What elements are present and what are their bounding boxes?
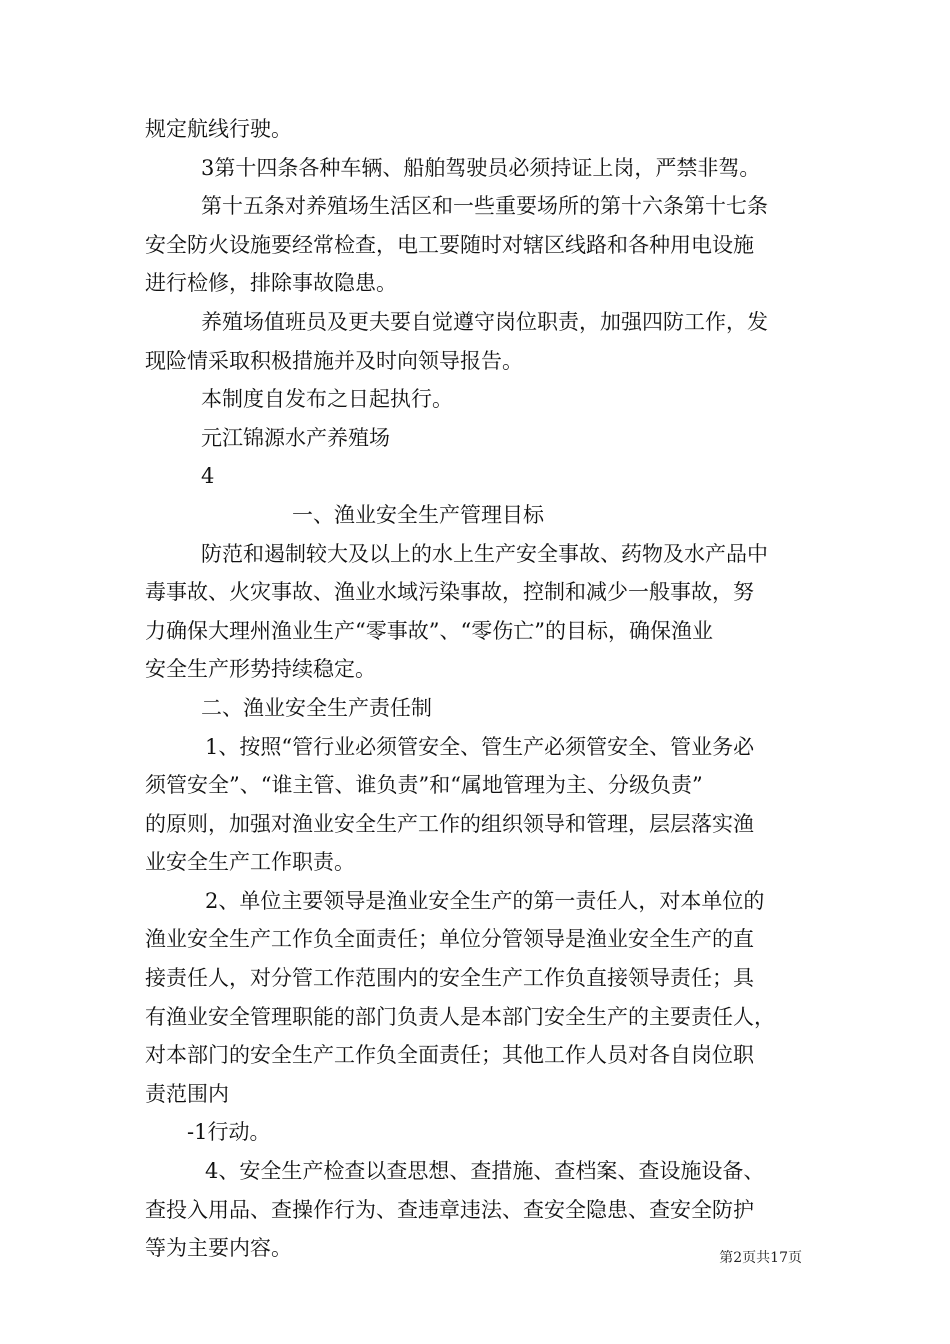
text-line: 毒事故、火灾事故、渔业水域污染事故，控制和减少一般事故，努 (145, 580, 754, 605)
text-line: 本制度自发布之日起执行。 (201, 387, 453, 412)
text-line: 元江锦源水产养殖场 (201, 425, 390, 450)
text-line: 第十五条对养殖场生活区和一些重要场所的第十六条第十七条 (201, 194, 768, 219)
text-line: 养殖场值班员及更夫要自觉遵守岗位职责，加强四防工作，发 (201, 309, 768, 334)
text-line: 3第十四条各种车辆、船舶驾驶员必须持证上岗，严禁非驾。 (201, 155, 761, 180)
text-line: 现险情采取积极措施并及时向领导报告。 (145, 348, 523, 373)
text-line: -1行动。 (187, 1120, 271, 1145)
text-line: 规定航线行驶。 (145, 117, 292, 141)
text-line: 有渔业安全管理职能的部门负责人是本部门安全生产的主要责任人， (145, 1004, 775, 1029)
section-heading: 二、渔业安全生产责任制 (201, 695, 432, 720)
text-line: 4、安全生产检查以查思想、查措施、查档案、查设施设备、 (205, 1159, 765, 1184)
text-line: 进行检修，排除事故隐患。 (145, 271, 397, 296)
text-line: 责范围内 (145, 1081, 229, 1106)
text-line: 的原则，加强对渔业安全生产工作的组织领导和管理，层层落实渔 (145, 811, 754, 836)
text-line: 须管安全”、“谁主管、谁负责”和“属地管理为主、分级负责” (145, 773, 703, 798)
text-line: 力确保大理州渔业生产“零事故”、“零伤亡”的目标，确保渔业 (145, 618, 713, 643)
section-heading: 一、渔业安全生产管理目标 (292, 502, 544, 527)
text-line: 渔业安全生产工作负全面责任；单位分管领导是渔业安全生产的直 (145, 927, 754, 952)
text-line: 4 (201, 464, 215, 489)
text-line: 防范和遏制较大及以上的水上生产安全事故、药物及水产品中 (201, 541, 768, 566)
text-line: 2、单位主要领导是渔业安全生产的第一责任人，对本单位的 (205, 888, 765, 913)
text-line: 安全防火设施要经常检查，电工要随时对辖区线路和各种用电设施 (145, 232, 754, 257)
text-line: 业安全生产工作职责。 (145, 850, 355, 875)
text-line: 对本部门的安全生产工作负全面责任；其他工作人员对各自岗位职 (145, 1043, 754, 1068)
text-line: 安全生产形势持续稳定。 (145, 657, 376, 682)
document-body (145, 110, 825, 1268)
text-line: 查投入用品、查操作行为、查违章违法、查安全隐患、查安全防护 (145, 1197, 754, 1222)
text-line: 等为主要内容。 (145, 1236, 292, 1261)
text-line: 1、按照“管行业必须管安全、管生产必须管安全、管业务必 (205, 734, 755, 759)
text-line: 接责任人，对分管工作范围内的安全生产工作负直接领导责任；具 (145, 966, 754, 991)
page-number: 第2页共17页 (719, 1250, 802, 1266)
